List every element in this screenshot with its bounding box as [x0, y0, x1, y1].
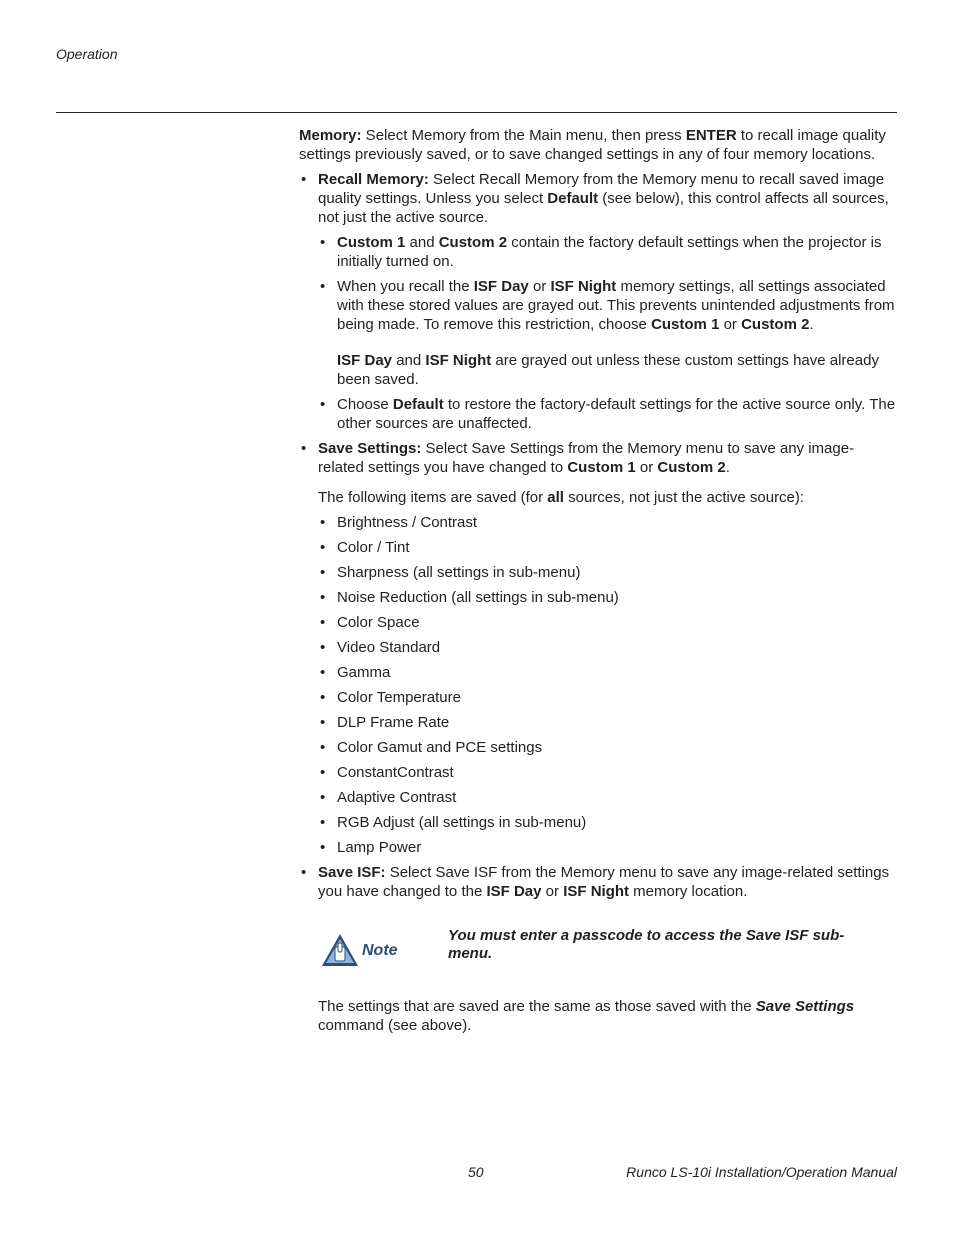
memory-paragraph: Memory: Select Memory from the Main menu, then press ENTER to recall image quality settings previously saved, or to save changed settings in any of four memory locations. [299, 127, 886, 163]
note-text: You must enter a passcode to access the Save ISF sub-menu. [448, 927, 845, 962]
save-isf-item: • Save ISF: Select Save ISF from the Memory menu to save any image-related settings you have changed to the ISF Day or ISF Night memory location. [301, 864, 890, 900]
header-rule [56, 112, 897, 113]
list-item: • Brightness / Contrast [320, 514, 478, 531]
saved-items-intro: The following items are saved (for all sources, not just the active source): [318, 489, 805, 506]
note-pointer-icon [321, 933, 359, 972]
isf-recall-item: • When you recall the ISF Day or ISF Night memory settings, all settings associated with these stored values are grayed out. This prevents unintended adjustments from being made. To remove this restriction, choose Custom 1 or Custom 2. [320, 278, 895, 333]
list-item: • Color Temperature [320, 689, 461, 706]
list-item: • DLP Frame Rate [320, 714, 450, 731]
save-settings-item: • Save Settings: Select Save Settings from the Memory menu to save any image-related settings you have changed to Custom 1 or Custom 2. [301, 440, 855, 476]
recall-memory-item: • Recall Memory: Select Recall Memory from the Memory menu to recall saved image quality settings. Unless you select Default (see below), this control affects all sources, not just the active source. [301, 171, 889, 226]
list-item: • Noise Reduction (all settings in sub-menu) [320, 589, 619, 606]
page-number: 50 [468, 1164, 484, 1180]
memory-label: Memory: [299, 127, 362, 144]
list-item: • ConstantContrast [320, 764, 454, 781]
running-header: Operation [56, 46, 118, 62]
list-item: • Color Gamut and PCE settings [320, 739, 543, 756]
list-item: • RGB Adjust (all settings in sub-menu) [320, 814, 587, 831]
note-callout [299, 911, 899, 987]
list-item: • Sharpness (all settings in sub-menu) [320, 564, 581, 581]
closing-paragraph: The settings that are saved are the same as those saved with the Save Settings command (see above). [318, 998, 855, 1034]
list-item: • Gamma [320, 664, 391, 681]
list-item: • Lamp Power [320, 839, 422, 856]
list-item: • Adaptive Contrast [320, 789, 457, 806]
list-item: • Video Standard [320, 639, 441, 656]
list-item: • Color Space [320, 614, 420, 631]
isf-grayed-note: ISF Day and ISF Night are grayed out unless these custom settings have already been saved. [337, 352, 879, 388]
custom-defaults-item: • Custom 1 and Custom 2 contain the factory default settings when the projector is initially turned on. [320, 234, 882, 270]
note-label: Note [362, 942, 398, 959]
choose-default-item: • Choose Default to restore the factory-default settings for the active source only. The other sources are unaffected. [320, 396, 896, 432]
main-content [299, 126, 899, 1035]
list-item: • Color / Tint [320, 539, 410, 556]
saved-items-list [299, 513, 899, 863]
manual-title: Runco LS-10i Installation/Operation Manual [626, 1164, 897, 1180]
